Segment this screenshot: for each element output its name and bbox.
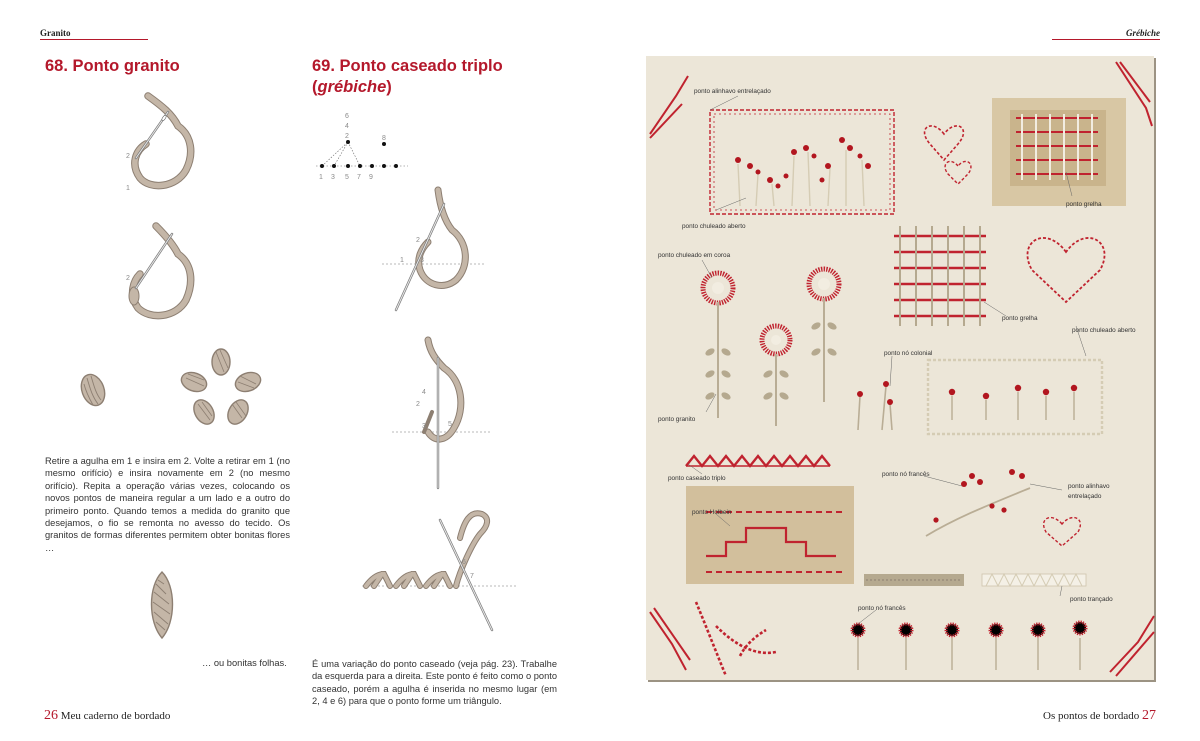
granito-step1-diagram bbox=[120, 92, 230, 202]
right-page bbox=[600, 0, 1200, 741]
schem-num-4: 4 bbox=[345, 123, 349, 130]
grebiche-step2-num-4: 4 bbox=[422, 389, 426, 396]
grebiche-step1-diagram bbox=[376, 186, 496, 326]
label-no-colonial: ponto nó colonial bbox=[884, 350, 933, 357]
schem-num-2: 2 bbox=[345, 133, 349, 140]
section-68-title: 68. Ponto granito bbox=[45, 57, 180, 75]
schem-num-8: 8 bbox=[382, 135, 386, 142]
section-69-title-line2: (grébiche) bbox=[312, 78, 392, 96]
header-rule-right bbox=[1052, 39, 1160, 40]
grebiche-step2-num-2: 2 bbox=[416, 401, 420, 408]
grebiche-schematic bbox=[312, 108, 412, 184]
schem-num-3: 3 bbox=[331, 174, 335, 181]
folio-right bbox=[1043, 708, 1156, 724]
label-caseado-triplo: ponto caseado triplo bbox=[668, 475, 726, 482]
grebiche-step3-num-6: 6 bbox=[462, 559, 466, 566]
grebiche-step1-num-3: 3 bbox=[420, 257, 424, 264]
section-69-title bbox=[312, 56, 503, 98]
granito2-num-2: 2 bbox=[126, 275, 130, 282]
label-no-frances-bottom: ponto nó francês bbox=[858, 605, 906, 612]
label-grelha-mid: ponto grelha bbox=[1002, 315, 1038, 322]
label-chuleado-coroa: ponto chuleado em coroa bbox=[658, 252, 731, 259]
label-grelha-top: ponto grelha bbox=[1066, 201, 1102, 208]
schem-num-7: 7 bbox=[357, 174, 361, 181]
label-alinhavo-entrelacado-top: ponto alinhavo entrelaçado bbox=[694, 88, 771, 95]
grebiche-step1-num-2: 2 bbox=[416, 237, 420, 244]
folio-left bbox=[44, 708, 170, 724]
label-alinhavo-right-1: ponto alinhavo bbox=[1068, 483, 1110, 490]
book-title: Meu caderno de bordado bbox=[60, 710, 171, 722]
granito1-num-2: 2 bbox=[126, 153, 130, 160]
caption-leaves: … ou bonitas folhas. bbox=[202, 658, 287, 668]
paragraph-68: Retire a agulha em 1 e insira em 2. Volte a retirar em 1 (no mesmo orifício) e insira novamente em 2 (no mesmo orifício). Repita a operação várias vezes, colocando os novos pontos de maneira regular a um lado e a outro do primeiro ponto. Quando temos a medida do granito que desejamos, o fio se remonta no avesso do tecido. Os granitos de formas diferentes permitem obter bonitas flores … bbox=[45, 456, 290, 553]
granito-flower bbox=[176, 346, 266, 430]
granito-single-leaf bbox=[76, 370, 112, 410]
granito1-num-1: 1 bbox=[126, 185, 130, 192]
embroidery-sampler bbox=[646, 56, 1160, 686]
running-head-left: Granito bbox=[40, 28, 71, 38]
running-head-right: Grébiche bbox=[1126, 28, 1160, 38]
section-69-title-italic: grébiche bbox=[317, 78, 387, 96]
page-number-right: 27 bbox=[1142, 708, 1156, 723]
schem-num-5: 5 bbox=[345, 174, 349, 181]
granito-step2-diagram bbox=[120, 220, 230, 330]
section-69-title-line1: 69. Ponto caseado triplo bbox=[312, 57, 503, 75]
paragraph-69: É uma variação do ponto caseado (veja pág. 23). Trabalhe da esquerda para a direita. Este ponto é feito como o ponto caseado, porém a agulha é inserida no mesmo lugar (em 2, 4 e 6) para que o ponto forme um triângulo. bbox=[312, 659, 557, 707]
schem-num-6: 6 bbox=[345, 113, 349, 120]
label-granito: ponto granito bbox=[658, 416, 696, 423]
label-holbein: ponto Holbein bbox=[692, 509, 732, 516]
label-alinhavo-right-2: entrelaçado bbox=[1068, 493, 1102, 500]
grebiche-step2-diagram bbox=[388, 338, 498, 498]
label-trancado: ponto trançado bbox=[1070, 596, 1113, 603]
header-rule-left bbox=[40, 39, 148, 40]
granito-long-leaf bbox=[144, 570, 180, 640]
schem-num-9: 9 bbox=[369, 174, 373, 181]
schem-num-1: 1 bbox=[319, 174, 323, 181]
grebiche-step3-num-7: 7 bbox=[470, 573, 474, 580]
grebiche-step1-num-1: 1 bbox=[400, 257, 404, 264]
chapter-title: Os pontos de bordado bbox=[1043, 710, 1140, 722]
label-no-frances-mid: ponto nó francês bbox=[882, 471, 930, 478]
grebiche-step2-num-5: 5 bbox=[448, 421, 452, 428]
grebiche-step3-diagram bbox=[360, 508, 520, 634]
page-number-left: 26 bbox=[44, 708, 58, 723]
label-chuleado-aberto-right: ponto chuleado aberto bbox=[1072, 327, 1136, 334]
label-chuleado-aberto-left: ponto chuleado aberto bbox=[682, 223, 746, 230]
grebiche-step2-num-3: 3 bbox=[422, 423, 426, 430]
